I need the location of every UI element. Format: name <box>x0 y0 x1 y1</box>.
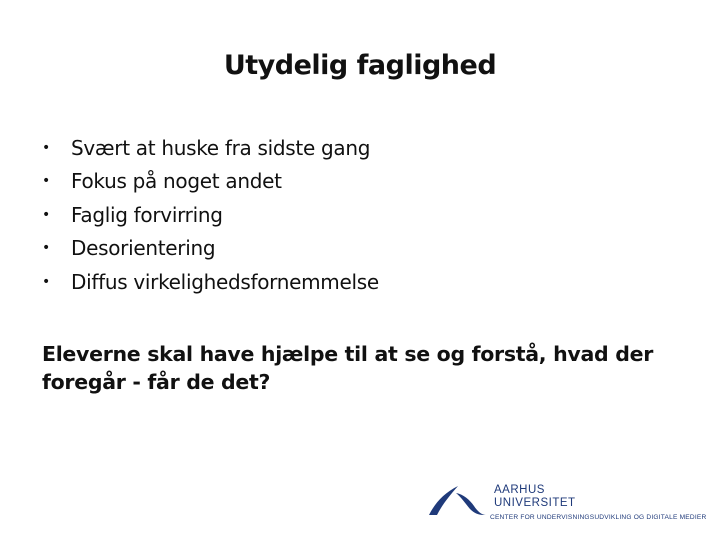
bullet-text: Svært at huske fra sidste gang <box>71 135 371 160</box>
conclusion-text <box>42 340 672 396</box>
bullet-item <box>42 198 379 232</box>
bullet-item <box>42 131 379 165</box>
logo-line: AARHUS <box>494 484 545 496</box>
bullet-icon: • <box>42 173 50 190</box>
bullet-icon: • <box>42 206 50 223</box>
logo-department: CENTER FOR UNDERVISNINGSUDVIKLING OG DIGITALE MEDIER <box>490 514 707 521</box>
conclusion-line: foregår - får de det? <box>42 370 271 394</box>
logo-wordmark <box>494 484 576 510</box>
bullet-text: Faglig forvirring <box>71 202 223 227</box>
conclusion-line: Eleverne skal have hjælpe til at se og forstå, hvad der <box>42 342 654 366</box>
bullet-text: Desorientering <box>71 236 216 261</box>
bullet-item <box>42 165 379 199</box>
bullet-icon: • <box>42 240 50 257</box>
bullet-list <box>42 131 379 299</box>
university-logo <box>428 484 720 540</box>
bullet-icon: • <box>42 273 50 290</box>
aarhus-university-logo-icon <box>428 484 486 516</box>
bullet-icon: • <box>42 139 50 156</box>
slide-title: Utydelig faglighed <box>223 50 497 81</box>
bullet-item <box>42 265 379 299</box>
bullet-text: Fokus på noget andet <box>71 169 282 194</box>
logo-line: UNIVERSITET <box>494 497 576 509</box>
bullet-text: Diffus virkelighedsfornemmelse <box>71 269 379 294</box>
bullet-item <box>42 232 379 266</box>
